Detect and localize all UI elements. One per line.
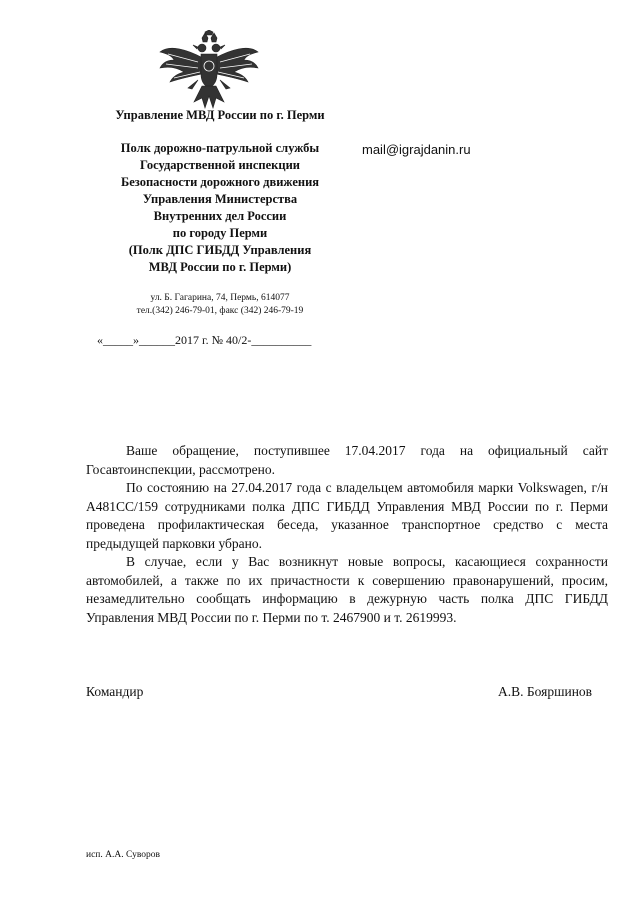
unit-line: Государственной инспекции — [140, 158, 300, 172]
unit-line: (Полк ДПС ГИБДД Управления — [128, 243, 312, 257]
body-paragraph: По состоянию на 27.04.2017 года с владельцем автомобиля марки Volkswagen, г/н А481СС/159 сотрудниками полка ДПС ГИБДД Управления МВД России по г. Перми проведена профилактическая беседа, указанное транспортное средство с места предыдущей парковки убрано. — [86, 480, 608, 551]
recipient-email: mail@igrajdanin.ru — [362, 142, 471, 157]
double-headed-eagle-icon — [158, 30, 260, 112]
unit-line: Управления Министерства — [142, 192, 298, 206]
signatory-name: А.В. Бояршинов — [498, 684, 593, 699]
contact-block — [75, 292, 365, 318]
unit-line: МВД России по г. Перми) — [148, 260, 292, 274]
registration-number: «_____»______2017 г. № 40/2-__________ — [97, 333, 312, 347]
signatory-role: Командир — [86, 684, 144, 699]
body-paragraph: Ваше обращение, поступившее 17.04.2017 года на официальный сайт Госавтоинспекции, рассмотрено. — [86, 443, 608, 477]
unit-line: Внутренних дел России — [153, 209, 287, 223]
body-paragraph: В случае, если у Вас возникнут новые вопросы, касающиеся сохранности автомобилей, а также по их причастности к совершению правонарушений, просим, незамедлительно сообщать информацию в дежурную часть полка ДПС ГИБДД Управления МВД России по г. Перми по т. 2467900 и т. 2619993. — [86, 554, 608, 625]
phone-line: тел.(342) 246-79-01, факс (342) 246-79-19 — [136, 306, 304, 316]
unit-line: Безопасности дорожного движения — [120, 175, 320, 189]
executor-note: исп. А.А. Суворов — [86, 850, 160, 860]
ministry-title: Управление МВД России по г. Перми — [115, 108, 325, 122]
unit-name-block — [75, 140, 365, 276]
unit-line: по городу Перми — [172, 226, 268, 240]
unit-line: Полк дорожно-патрульной службы — [120, 141, 320, 155]
address-line: ул. Б. Гагарина, 74, Пермь, 614077 — [150, 293, 290, 303]
letter-body — [86, 442, 608, 627]
